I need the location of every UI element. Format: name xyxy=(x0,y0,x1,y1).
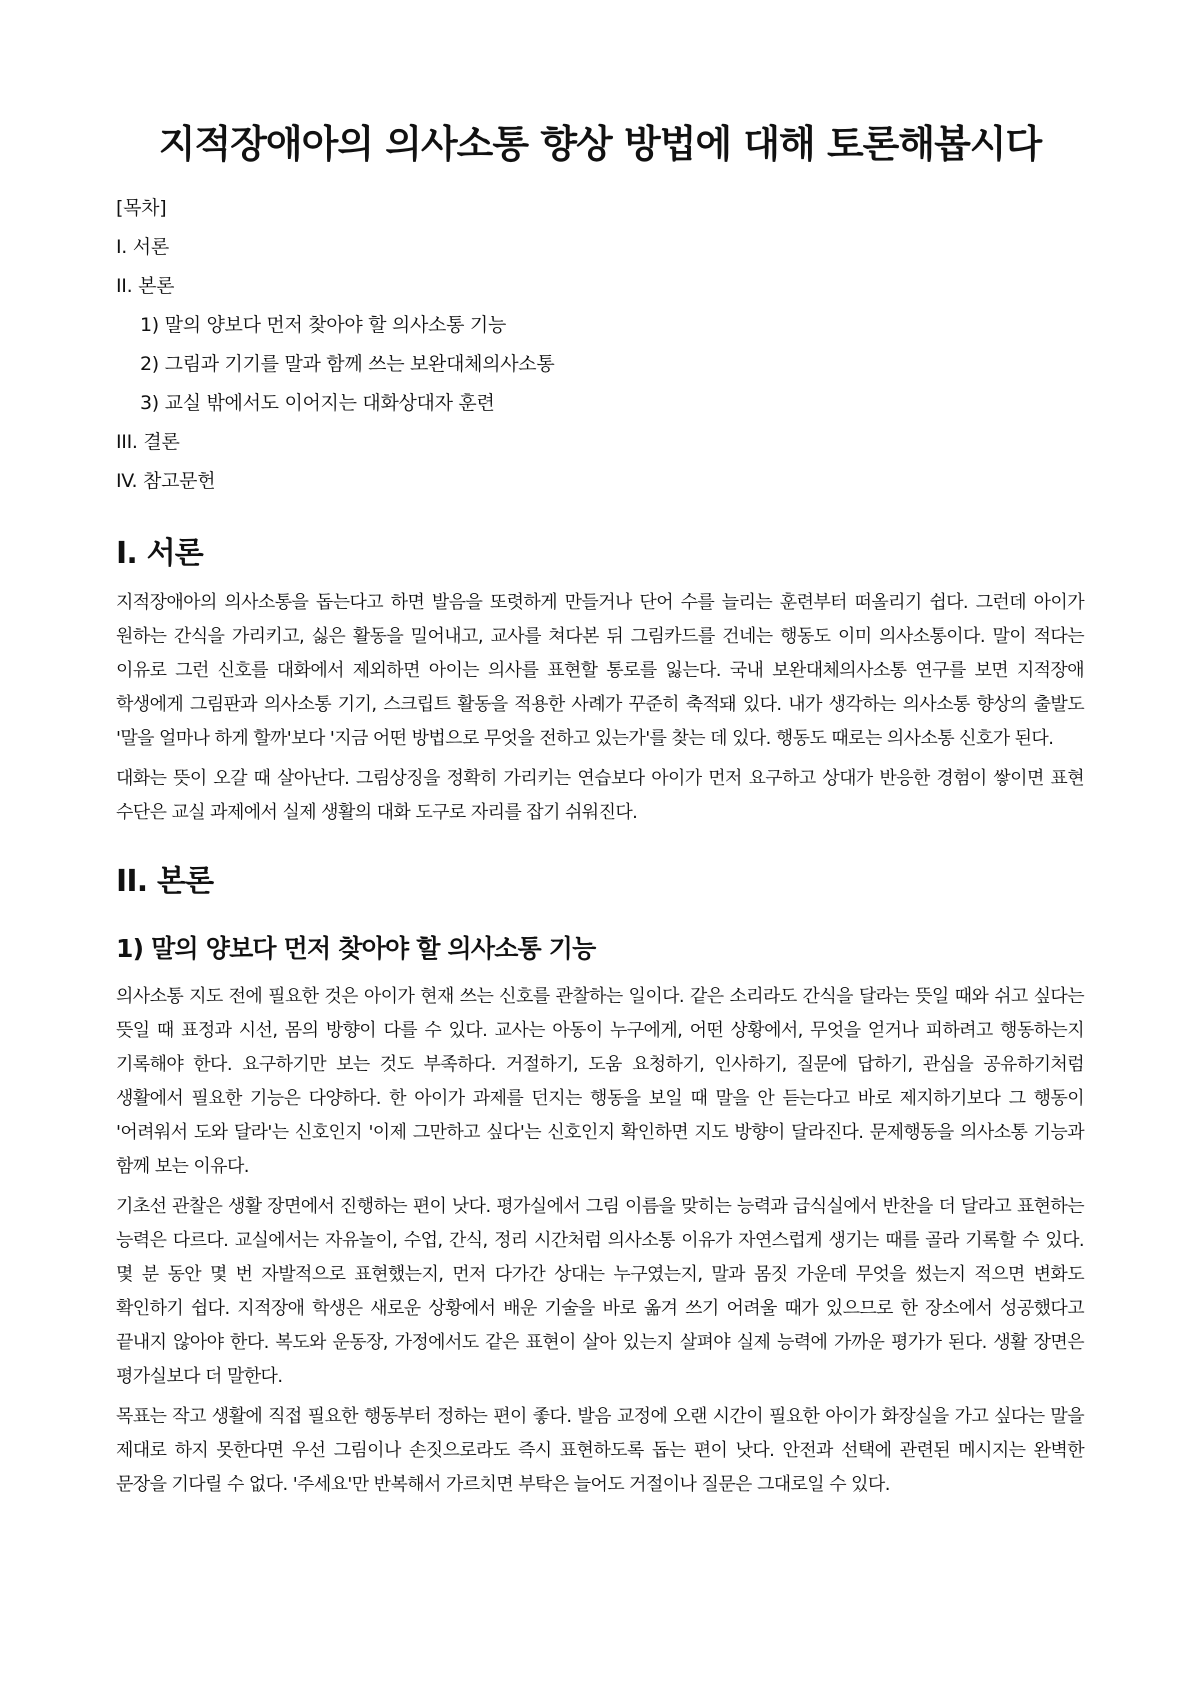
toc-item-conclusion: III. 결론 xyxy=(116,431,180,453)
document-title: 지적장애아의 의사소통 향상 방법에 대해 토론해봅시다 xyxy=(158,122,1042,166)
toc-item-intro: I. 서론 xyxy=(116,236,169,258)
body-paragraph: 의사소통 지도 전에 필요한 것은 아이가 현재 쓰는 신호를 관찰하는 일이다. 같은 소리라도 간식을 달라는 뜻일 때와 쉬고 싶다는 뜻일 때 표정과 시선, 몸의 방향이 다를 수 있다. 교사는 아동이 누구에게, 어떤 상황에서, 무엇을 얻거나 피하려고 행동하는지 기록해야 한다. 요구하기만 보는 것도 부족하다. 거절하기, 도움 요청하기, 인사하기, 질문에 답하기, 관심을 공유하기처럼 생활에서 필요한 기능은 다양하다. 한 아이가 과제를 던지는 행동을 보일 때 말을 안 듣는다고 바로 제지하기보다 그 행동이 '어려워서 도와 달라'는 신호인지 '이제 그만하고 싶다'는 신호인지 확인하면 지도 방향이 달라진다. 문제행동을 의사소통 기능과 함께 보는 이유다. xyxy=(116,986,1084,1177)
intro-paragraph: 대화는 뜻이 오갈 때 살아난다. 그림상징을 정확히 가리키는 연습보다 아이가 먼저 요구하고 상대가 반응한 경험이 쌓이면 표현 수단은 교실 과제에서 실제 생활의 대화 도구로 자리를 잡기 쉬워진다. xyxy=(116,768,1084,823)
intro-paragraph: 지적장애아의 의사소통을 돕는다고 하면 발음을 또렷하게 만들거나 단어 수를 늘리는 훈련부터 떠올리기 쉽다. 그런데 아이가 원하는 간식을 가리키고, 싫은 활동을 밀어내고, 교사를 쳐다본 뒤 그림카드를 건네는 행동도 이미 의사소통이다. 말이 적다는 이유로 그런 신호를 대화에서 제외하면 아이는 의사를 표현할 통로를 잃는다. 국내 보완대체의사소통 연구를 보면 지적장애 학생에게 그림판과 의사소통 기기, 스크립트 활동을 적용한 사례가 꾸준히 축적돼 있다. 내가 생각하는 의사소통 향상의 출발도 '말을 얼마나 하게 할까'보다 '지금 어떤 방법으로 무엇을 전하고 있는가'를 찾는 데 있다. 행동도 때로는 의사소통 신호가 된다. xyxy=(116,592,1084,749)
toc-heading: [목차] xyxy=(116,197,167,219)
toc-item-body: II. 본론 xyxy=(116,275,175,297)
body-paragraph: 기초선 관찰은 생활 장면에서 진행하는 편이 낫다. 평가실에서 그림 이름을 맞히는 능력과 급식실에서 반찬을 더 달라고 표현하는 능력은 다르다. 교실에서는 자유놀이, 수업, 간식, 정리 시간처럼 의사소통 이유가 자연스럽게 생기는 때를 골라 기록할 수 있다. 몇 분 동안 몇 번 자발적으로 표현했는지, 먼저 다가간 상대는 누구였는지, 말과 몸짓 가운데 무엇을 썼는지 적으면 변화도 확인하기 쉽다. 지적장애 학생은 새로운 상황에서 배운 기술을 바로 옮겨 쓰기 어려울 때가 있으므로 한 장소에서 성공했다고 끝내지 않아야 한다. 복도와 운동장, 가정에서도 같은 표현이 살아 있는지 살펴야 실제 능력에 가까운 평가가 된다. 생활 장면은 평가실보다 더 말한다. xyxy=(116,1196,1084,1387)
body-paragraph: 목표는 작고 생활에 직접 필요한 행동부터 정하는 편이 좋다. 발음 교정에 오랜 시간이 필요한 아이가 화장실을 가고 싶다는 말을 제대로 하지 못한다면 우선 그림이나 손짓으로라도 즉시 표현하도록 돕는 편이 낫다. 안전과 선택에 관련된 메시지는 완벽한 문장을 기다릴 수 없다. '주세요'만 반복해서 가르치면 부탁은 늘어도 거절이나 질문은 그대로일 수 있다. xyxy=(116,1406,1084,1495)
table-of-contents xyxy=(116,189,1084,501)
section-heading-intro: I. 서론 xyxy=(116,536,203,571)
toc-item-body-2: 2) 그림과 기기를 말과 함께 쓰는 보완대체의사소통 xyxy=(140,353,555,375)
document-body xyxy=(116,532,1084,1502)
toc-item-references: IV. 참고문헌 xyxy=(116,470,216,492)
subsection-heading-1: 1) 말의 양보다 먼저 찾아야 할 의사소통 기능 xyxy=(116,934,596,963)
section-heading-body: II. 본론 xyxy=(116,864,214,899)
toc-item-body-1: 1) 말의 양보다 먼저 찾아야 할 의사소통 기능 xyxy=(140,314,506,336)
toc-item-body-3: 3) 교실 밖에서도 이어지는 대화상대자 훈련 xyxy=(140,392,495,414)
